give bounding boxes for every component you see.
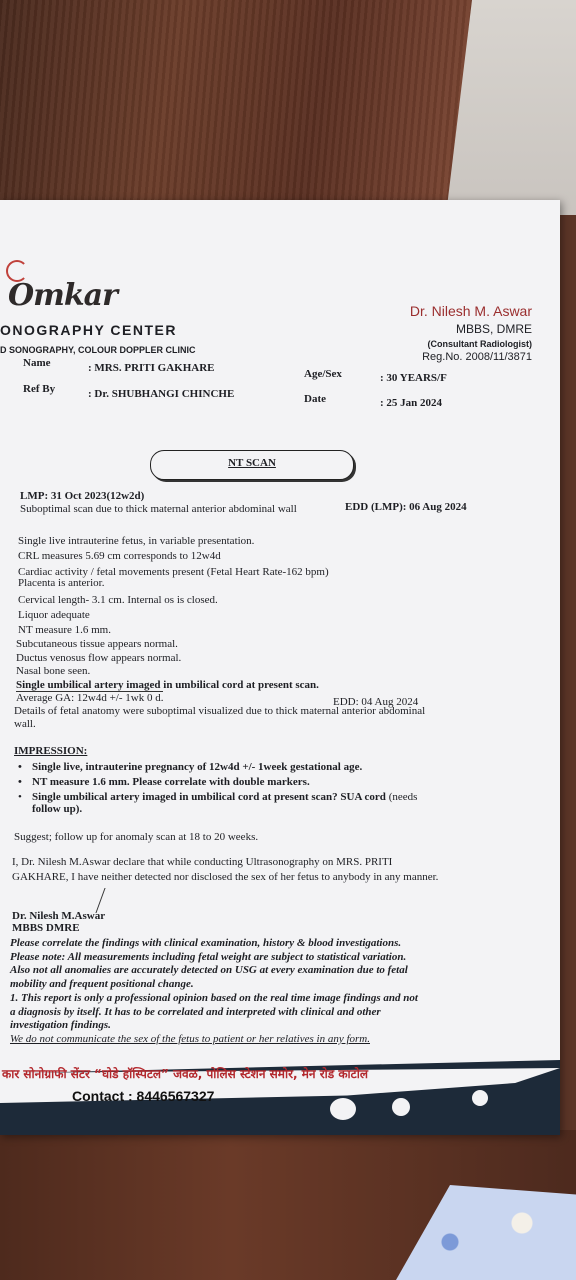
logo-text: Omkar — [8, 278, 117, 313]
refby-label: Ref By — [23, 383, 56, 395]
agesex-value: : 30 YEARS/F — [380, 372, 447, 384]
details-line: wall. — [14, 718, 36, 730]
report-paper — [0, 200, 560, 1135]
footer-contact: Contact : 8446567327 — [72, 1088, 215, 1104]
note-line: investigation findings. — [10, 1019, 111, 1031]
refby-value: : Dr. SHUBHANGI CHINCHE — [88, 388, 235, 400]
date-label: Date — [304, 393, 326, 405]
impression-item: • Single live, intrauterine pregnancy of 12w4d +/- 1week gestational age. — [32, 761, 362, 773]
finding-line: Subcutaneous tissue appears normal. — [16, 638, 178, 650]
agesex-label: Age/Sex — [304, 368, 342, 380]
doctor-role: (Consultant Radiologist) — [427, 339, 532, 349]
note-line: Please note: All measurements including fetal weight are subject to statistical variation. — [10, 951, 407, 963]
report-title-box — [150, 450, 354, 480]
sign-name: Dr. Nilesh M.Aswar — [12, 910, 106, 922]
name-label: Name — [23, 357, 51, 369]
suboptimal-line: Suboptimal scan due to thick maternal anterior abdominal wall — [20, 503, 297, 515]
lmp-line: LMP: 31 Oct 2023(12w2d) — [20, 490, 145, 502]
finding-line: NT measure 1.6 mm. — [18, 624, 111, 636]
note-line: 1. This report is only a professional opinion based on the real time image findings and not — [10, 992, 418, 1004]
sign-degree: MBBS DMRE — [12, 922, 80, 934]
impression-heading: IMPRESSION: — [14, 745, 88, 757]
finding-line: Liquor adequate — [18, 609, 90, 621]
note-line: We do not communicate the sex of the fetus to patient or her relatives in any form. — [10, 1033, 370, 1045]
doctor-name: Dr. Nilesh M. Aswar — [409, 303, 532, 319]
single-artery-line: Single umbilical artery imaged in umbilical cord at present scan. — [16, 679, 319, 691]
impression-item-bold: Single umbilical artery imaged in umbilical cord at present scan? SUA cord — [32, 791, 386, 803]
doctor-degree: MBBS, DMRE — [455, 322, 532, 336]
impression-item-continued: follow up). — [32, 803, 83, 815]
finding-line: Nasal bone seen. — [16, 665, 91, 677]
date-value: : 25 Jan 2024 — [380, 397, 443, 409]
footer-address: कार सोनोग्राफी सेंटर “घोडे हॉस्पिटल” जवळ, पोलिस स्टेशन समोर, मेन रोड काटोल — [2, 1067, 368, 1081]
impression-item — [32, 791, 417, 803]
impression-item: • NT measure 1.6 mm. Please correlate with double markers. — [32, 776, 310, 788]
note-line: Please correlate the findings with clinical examination, history & blood investigations. — [10, 937, 402, 949]
center-name: ONOGRAPHY CENTER — [0, 322, 177, 338]
name-value: : MRS. PRITI GAKHARE — [88, 362, 215, 374]
doctor-reg: Reg.No. 2008/11/3871 — [422, 351, 532, 363]
finding-line: Single live intrauterine fetus, in variable presentation. — [18, 535, 255, 547]
finding-line: CRL measures 5.69 cm corresponds to 12w4d — [18, 550, 221, 562]
finding-line: Cervical length- 3.1 cm. Internal os is closed. — [18, 594, 218, 606]
footer-dot-icon — [330, 1098, 356, 1120]
finding-line: Placenta is anterior. — [18, 577, 105, 589]
note-line: Also not all anomalies are accurately detected on USG at every examination due to fetal — [10, 964, 408, 976]
finding-line: Cardiac activity / fetal movements present (Fetal Heart Rate-162 bpm) — [18, 566, 329, 578]
suggest-line: Suggest; follow up for anomaly scan at 18 to 20 weeks. — [14, 831, 259, 843]
clinic-subtitle: D SONOGRAPHY, COLOUR DOPPLER CLINIC — [0, 345, 196, 355]
finding-line: Ductus venosus flow appears normal. — [16, 652, 182, 664]
report-title: NT SCAN — [228, 457, 276, 469]
impression-item-rest: (needs — [385, 791, 418, 803]
edd-lmp-line: EDD (LMP): 06 Aug 2024 — [345, 501, 467, 513]
declaration-line: GAKHARE, I have neither detected nor disclosed the sex of her fetus to anybody in any manner. — [12, 871, 439, 883]
edd-line: EDD: 04 Aug 2024 — [333, 696, 419, 708]
note-line: mobility and frequent positional change. — [10, 978, 194, 990]
note-line: a diagnosis by itself. It has to be correlated and interpreted with clinical and other — [10, 1006, 381, 1018]
details-line: Details of fetal anatomy were suboptimal visualized due to thick maternal anterior abdominal — [14, 705, 426, 717]
declaration-line: I, Dr. Nilesh M.Aswar declare that while conducting Ultrasonography on MRS. PRITI — [12, 856, 393, 868]
footer-dot-icon — [392, 1098, 410, 1116]
average-ga-line: Average GA: 12w4d +/- 1wk 0 d. — [16, 692, 164, 704]
footer-dot-icon — [472, 1090, 488, 1106]
